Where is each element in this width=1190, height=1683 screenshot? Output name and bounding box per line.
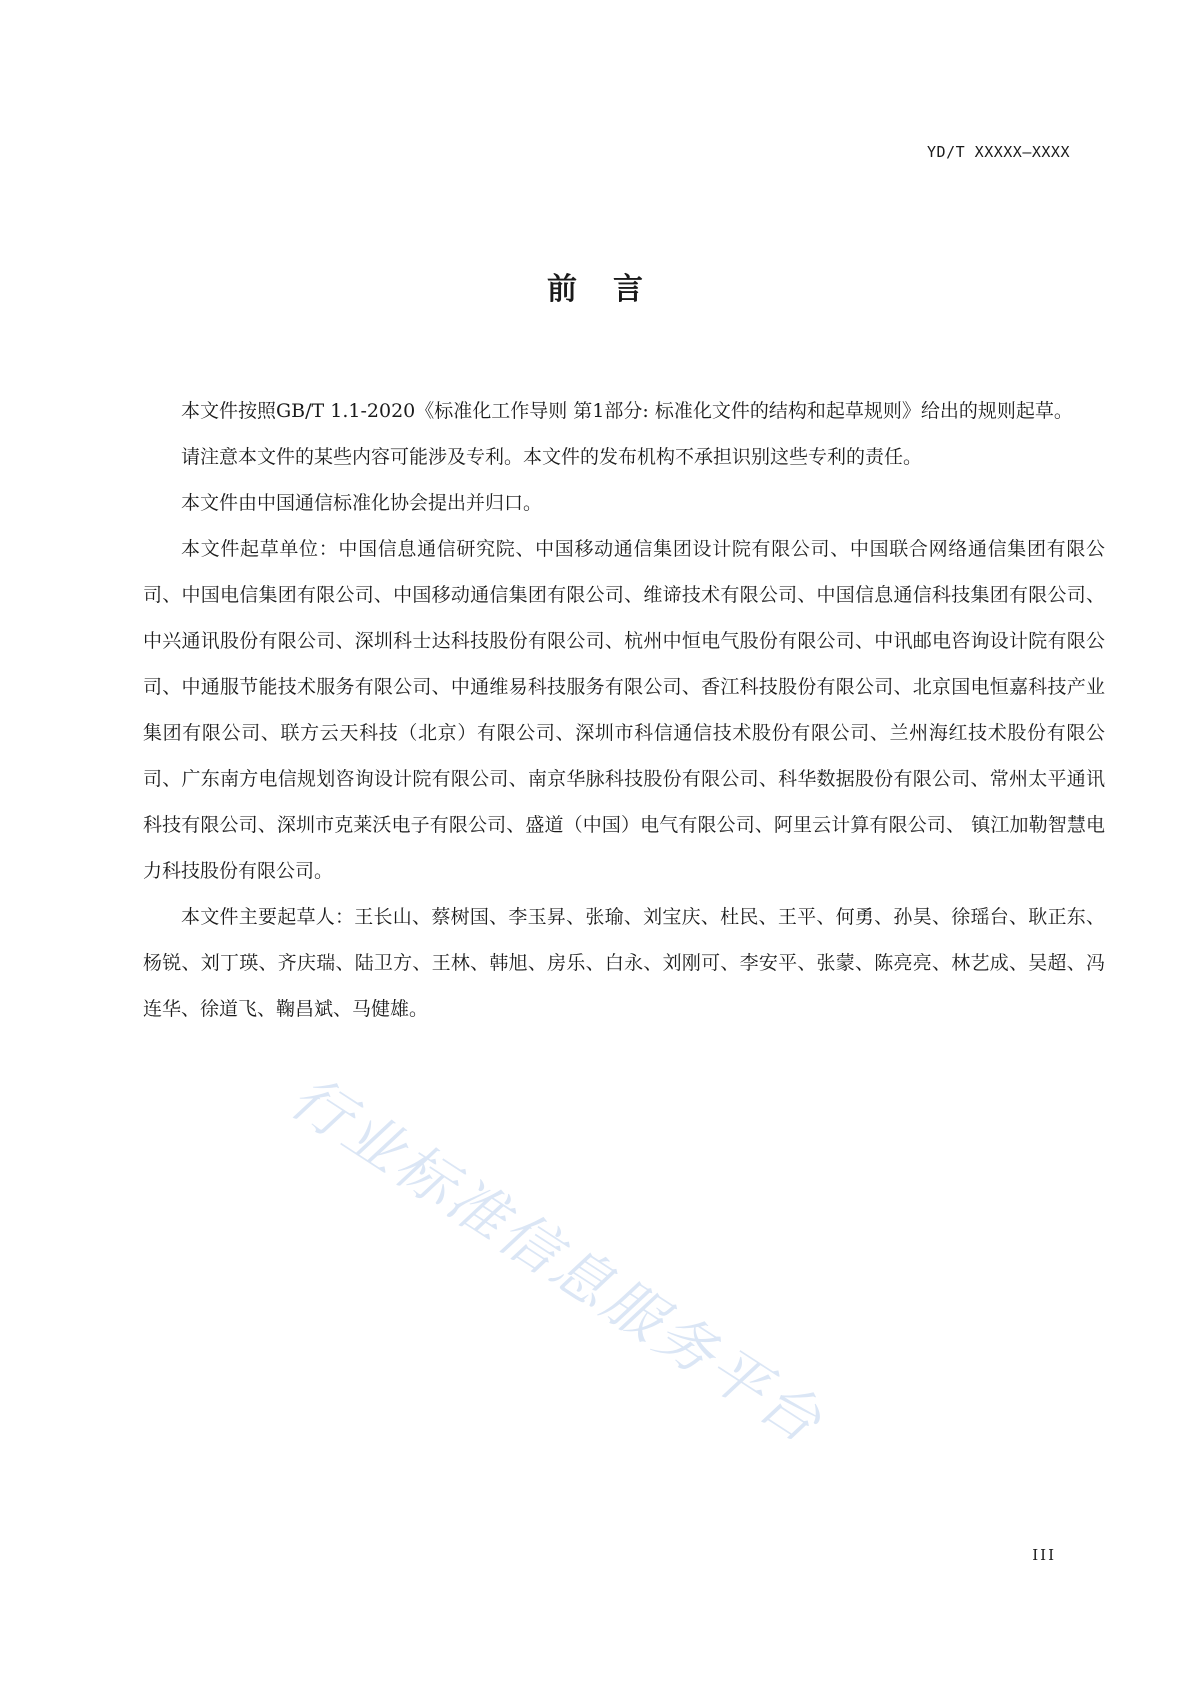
paragraph-proposer: 本文件由中国通信标准化协会提出并归口。 [181, 492, 543, 514]
paragraph-patent-notice: 请注意本文件的某些内容可能涉及专利。本文件的发布机构不承担识别这些专利的责任。 [181, 446, 923, 468]
page-title: 前言 [547, 272, 679, 307]
page-number: III [1032, 1546, 1056, 1564]
paragraph-drafting-rules: 本文件按照GB/T 1.1-2020《标准化工作导则 第1部分: 标准化文件的结构和起草规则》给出的规则起草。 [181, 400, 1073, 422]
watermark: 行业标准信息服务平台 [278, 1062, 836, 1458]
document-code: YD/T XXXXX—XXXX [927, 143, 1070, 161]
paragraph-drafting-units: 本文件起草单位：中国信息通信研究院、中国移动通信集团设计院有限公司、中国联合网络通信集团有限公司、中国电信集团有限公司、中国移动通信集团有限公司、维谛技术有限公司、中国信息通信科技集团有限公司、中兴通讯股份有限公司、深圳科士达科技股份有限公司、杭州中恒电气股份有限公司、中讯邮电咨询设计院有限公司、中通服节能技术服务有限公司、中通维易科技服务有限公司、香江科技股份有限公司、北京国电恒嘉科技产业集团有限公司、联方云天科技（北京）有限公司、深圳市科信通信技术股份有限公司、兰州海红技术股份有限公司、广东南方电信规划咨询设计院有限公司、南京华脉科技股份有限公司、科华数据股份有限公司、常州太平通讯科技有限公司、深圳市克莱沃电子有限公司、盛道（中国）电气有限公司、阿里云计算有限公司、 镇江加勒智慧电力科技股份有限公司。 [143, 538, 1105, 882]
document-body [143, 388, 1105, 1032]
paragraph-drafters: 本文件主要起草人：王长山、蔡树国、李玉昇、张瑜、刘宝庆、杜民、王平、何勇、孙昊、徐瑶台、耿正东、杨锐、刘丁瑛、齐庆瑞、陆卫方、王林、韩旭、房乐、白永、刘刚可、李安平、张蒙、陈亮亮、林艺成、吴超、冯连华、徐道飞、鞠昌斌、马健雄。 [143, 906, 1105, 1020]
